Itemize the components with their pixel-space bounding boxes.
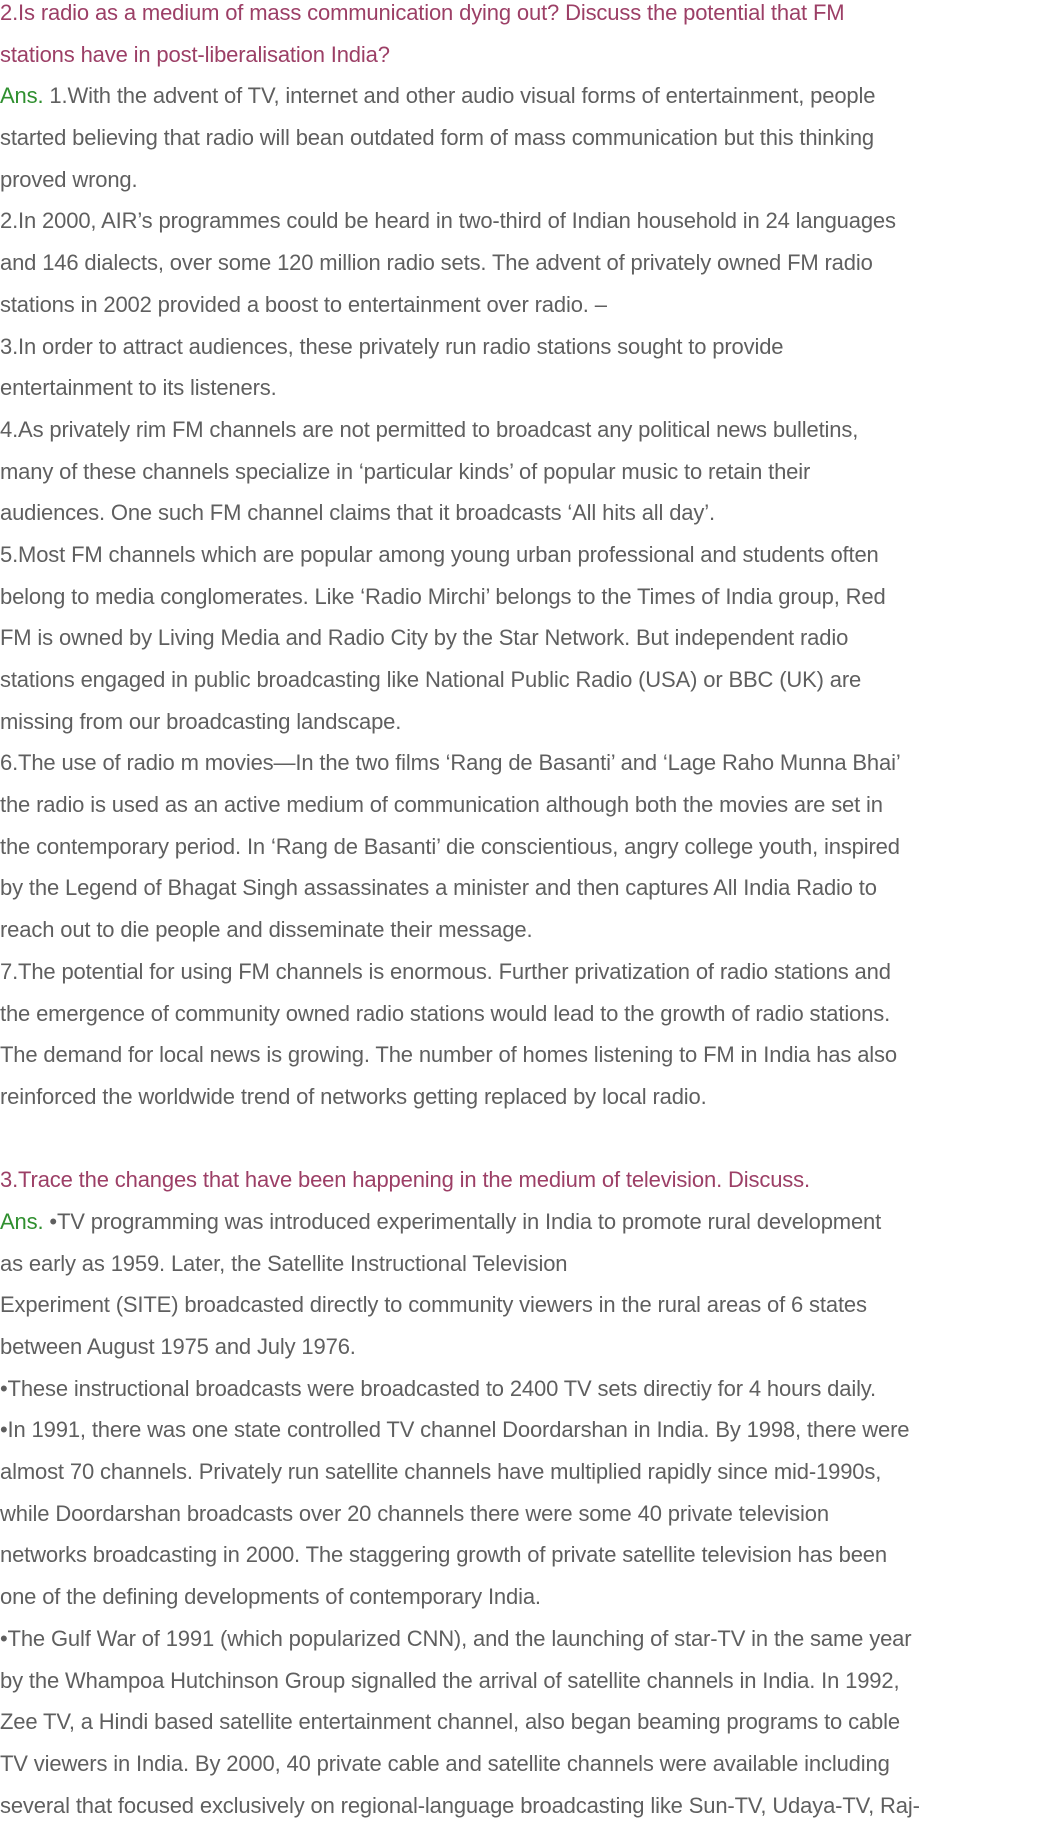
section-spacer [0,1118,1055,1160]
answer-text: •TV programming was introduced experimentally in India to promote rural development [49,1208,882,1234]
answer-line [0,1618,1055,1660]
answer-line [0,451,1055,493]
answer-text: •These instructional broadcasts were broadcasted to 2400 TV sets directiy for 4 hours daily. [0,1375,876,1401]
answer-line [0,1743,1055,1785]
answer-paragraph [0,75,1055,200]
answer-text: •The Gulf War of 1991 (which popularized CNN), and the launching of star-TV in the same year [0,1625,912,1651]
answer-line [0,1576,1055,1618]
answer-line [0,409,1055,451]
answer-line [0,1368,1055,1410]
answer-text: Zee TV, a Hindi based satellite entertainment channel, also began beaming programs to cable [0,1709,900,1735]
answer-text: while Doordarshan broadcasts over 20 channels there were some 40 private television [0,1500,829,1526]
answer-text: the contemporary period. In ‘Rang de Basanti’ die conscientious, angry college youth, inspired [0,833,900,859]
answer-text: 6.The use of radio m movies—In the two films ‘Rang de Basanti’ and ‘Lage Raho Munna Bhai’ [0,750,901,776]
answer-paragraph [0,534,1055,742]
answer-line [0,242,1055,284]
answer-paragraph [0,409,1055,534]
answer-line [0,701,1055,743]
answer-text: missing from our broadcasting landscape. [0,708,402,734]
answer-text: one of the defining developments of contemporary India. [0,1584,541,1610]
answer-line [0,742,1055,784]
answer-text: •In 1991, there was one state controlled TV channel Doordarshan in India. By 1998, there were [0,1417,910,1443]
answer-text: 1.With the advent of TV, internet and other audio visual forms of entertainment, people [49,83,876,109]
answer-text: belong to media conglomerates. Like ‘Radio Mirchi’ belongs to the Times of India group, Red [0,583,886,609]
answer-text: proved wrong. [0,166,138,192]
answer-line [0,159,1055,201]
answer-paragraph [0,326,1055,409]
answer-line [0,534,1055,576]
answer-line [0,909,1055,951]
answer-line [0,1660,1055,1702]
answer-line [0,117,1055,159]
answer-text: the radio is used as an active medium of communication although both the movies are set in [0,792,883,818]
answer-text: as early as 1959. Later, the Satellite Instructional Television [0,1250,568,1276]
answer-line [0,1409,1055,1451]
answer-line [0,867,1055,909]
answer-text: FM is owned by Living Media and Radio City by the Star Network. But independent radio [0,625,849,651]
answer-text: 7.The potential for using FM channels is enormous. Further privatization of radio stations and [0,958,891,984]
answer-line [0,1451,1055,1493]
answer-line [0,576,1055,618]
answer-text: by the Whampoa Hutchinson Group signalled the arrival of satellite channels in India. In 1992, [0,1667,900,1693]
answer-paragraph [0,742,1055,950]
answer-text: by the Legend of Bhagat Singh assassinates a minister and then captures All India Radio to [0,875,877,901]
answer-line [0,951,1055,993]
qa-section [0,1159,1055,1826]
answer-text: 3.In order to attract audiences, these privately run radio stations sought to provide [0,333,784,359]
answer-line [0,1326,1055,1368]
answer-text: networks broadcasting in 2000. The staggering growth of private satellite television has been [0,1542,887,1568]
answer-text: TV viewers in India. By 2000, 40 private cable and satellite channels were available including [0,1750,890,1776]
answer-line [0,617,1055,659]
answer-text: almost 70 channels. Privately run satellite channels have multiplied rapidly since mid-1990s, [0,1459,882,1485]
answer-line [0,75,1055,117]
answer-line [0,200,1055,242]
answer-line [0,1034,1055,1076]
answer-label: Ans. [0,83,44,109]
question-heading-line: 3.Trace the changes that have been happening in the medium of television. Discuss. [0,1167,810,1193]
answer-text: and 146 dialects, over some 120 million radio sets. The advent of privately owned FM radio [0,250,873,276]
answer-paragraph [0,1618,1055,1826]
answer-paragraph [0,1201,1055,1368]
answer-paragraph [0,1409,1055,1617]
answer-line [0,1701,1055,1743]
answer-text: audiences. One such FM channel claims that it broadcasts ‘All hits all day’. [0,500,715,526]
answer-line [0,1201,1055,1243]
question-heading-line: stations have in post-liberalisation India? [0,41,390,67]
answer-text: stations engaged in public broadcasting like National Public Radio (USA) or BBC (UK) are [0,667,862,692]
answer-text: entertainment to its listeners. [0,375,277,401]
answer-line [0,284,1055,326]
answer-text: Experiment (SITE) broadcasted directly to community viewers in the rural areas of 6 states [0,1292,867,1318]
answer-line [0,1284,1055,1326]
answer-paragraph [0,200,1055,325]
answer-line [0,1493,1055,1535]
question-heading-line: 2.Is radio as a medium of mass communication dying out? Discuss the potential that FM [0,0,845,25]
answer-text: 4.As privately rim FM channels are not permitted to broadcast any political news bulletins, [0,416,859,442]
answer-text: reach out to die people and disseminate their message. [0,917,533,943]
answer-text: started believing that radio will bean outdated form of mass communication but this thinking [0,125,875,151]
answer-line [0,492,1055,534]
answer-line [0,1243,1055,1285]
answer-line [0,1534,1055,1576]
answer-line [0,326,1055,368]
answer-text: The demand for local news is growing. The number of homes listening to FM in India has also [0,1042,897,1068]
answer-line [0,659,1055,701]
answer-line [0,1785,1055,1826]
answer-text: several that focused exclusively on regional-language broadcasting like Sun-TV, Udaya-TV, Raj- [0,1792,920,1818]
answer-paragraph [0,951,1055,1118]
answer-paragraph [0,1368,1055,1410]
answer-line [0,367,1055,409]
answer-line [0,1076,1055,1118]
answer-text: 5.Most FM channels which are popular among young urban professional and students often [0,541,879,567]
answer-line [0,784,1055,826]
answer-line [0,826,1055,868]
answer-text: stations in 2002 provided a boost to entertainment over radio. – [0,291,607,317]
answer-text: reinforced the worldwide trend of networks getting replaced by local radio. [0,1083,707,1109]
answer-label: Ans. [0,1208,44,1234]
answer-line [0,993,1055,1035]
answer-text: many of these channels specialize in ‘particular kinds’ of popular music to retain their [0,458,811,484]
answer-text: between August 1975 and July 1976. [0,1334,356,1359]
answer-text: the emergence of community owned radio stations would lead to the growth of radio stations. [0,1000,891,1026]
answer-text: 2.In 2000, AIR’s programmes could be heard in two-third of Indian household in 24 languages [0,208,896,234]
